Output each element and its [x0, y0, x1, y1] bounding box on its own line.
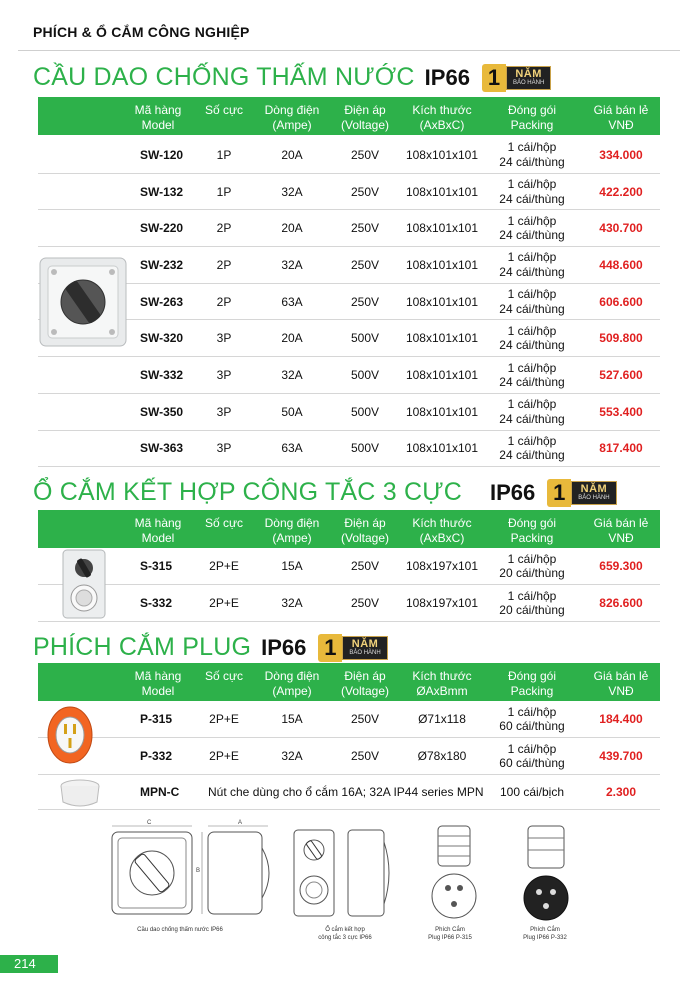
size: 108x101x101	[405, 404, 479, 419]
retail-price: 334.000	[599, 147, 643, 162]
voltage: 250V	[350, 749, 380, 763]
col-price: Giá bán lẻ VNĐ	[593, 516, 649, 545]
packing	[490, 585, 574, 621]
packing-carton: 24 cái/thùng	[499, 411, 565, 426]
model-code: P-332	[140, 749, 173, 763]
table-row	[38, 357, 660, 394]
current: 63A	[281, 294, 303, 309]
packing-box: 1 cái/hộp	[507, 287, 557, 302]
size: Ø78x180	[417, 749, 467, 763]
col-model: Mã hàng Model	[134, 669, 182, 698]
packing-box: 1 cái/hộp	[507, 433, 557, 448]
voltage: 250V	[350, 257, 380, 272]
current: 32A	[281, 257, 303, 272]
col-poles: Số cực	[204, 103, 244, 117]
model-code: SW-132	[140, 184, 184, 199]
packing	[490, 357, 574, 393]
col-current: Dòng điện (Ampe)	[264, 516, 320, 545]
caption-switch: Cầu dao chống thấm nước IP66	[137, 927, 223, 933]
col-voltage: Điện áp (Voltage)	[340, 516, 390, 545]
col-size: Kích thước (AxBxC)	[412, 516, 472, 545]
table-row	[38, 247, 660, 284]
size: 108x101x101	[405, 257, 479, 272]
packing	[490, 284, 574, 320]
section-ip-rating: IP66	[424, 64, 470, 90]
dim-label-b: B	[196, 868, 201, 874]
table-row	[38, 585, 660, 622]
table-row	[38, 738, 660, 775]
poles: 3P	[216, 441, 232, 456]
table-row	[38, 174, 660, 211]
poles: 3P	[216, 331, 232, 346]
col-current: Dòng điện (Ampe)	[264, 103, 320, 132]
model-code: MPN-C	[140, 785, 180, 799]
switch-dimension-drawing	[108, 818, 278, 928]
current: 50A	[281, 404, 303, 419]
col-voltage: Điện áp (Voltage)	[340, 669, 390, 698]
voltage: 250V	[350, 184, 380, 199]
table-header-section1	[38, 97, 660, 135]
page-category-header: PHÍCH & Ổ CẮM CÔNG NGHIỆP	[33, 24, 250, 40]
accessory-description: Nút che dùng cho ổ cắm 16A; 32A IP44 series MPN	[208, 785, 484, 799]
warranty-badge	[547, 479, 616, 507]
warranty-badge	[482, 64, 551, 92]
caption-plug-p332: Phích Cắm Plug IP66 P-332	[523, 927, 567, 941]
warranty-years: 1	[482, 64, 506, 92]
poles: 2P+E	[209, 749, 239, 763]
model-code: SW-332	[140, 368, 184, 383]
packing-carton: 24 cái/thùng	[499, 301, 565, 316]
size: 108x197x101	[405, 559, 479, 573]
size: 108x101x101	[405, 368, 479, 383]
packing-box: 1 cái/hộp	[507, 177, 557, 192]
packing	[490, 321, 574, 357]
packing-box: 1 cái/hộp	[507, 140, 557, 155]
poles: 1P	[216, 147, 232, 162]
switch-product-image	[36, 254, 130, 350]
section-title-combo-socket	[33, 478, 617, 507]
packing-carton: 24 cái/thùng	[499, 338, 565, 353]
plug-p315-dimension-drawing	[418, 820, 490, 926]
packing-box: 1 cái/hộp	[507, 551, 557, 566]
warranty-label: BẢO HÀNH	[578, 494, 610, 501]
current: 15A	[281, 559, 303, 573]
model-code: SW-363	[140, 441, 184, 456]
voltage: 500V	[350, 441, 380, 456]
packing-box: 1 cái/hộp	[507, 704, 557, 719]
retail-price: 448.600	[599, 257, 643, 272]
packing	[490, 247, 574, 283]
packing	[490, 137, 574, 173]
model-code: SW-320	[140, 331, 184, 346]
packing-carton: 24 cái/thùng	[499, 191, 565, 206]
packing	[490, 548, 574, 584]
col-packing: Đóng gói Packing	[507, 516, 557, 545]
model-code: SW-220	[140, 221, 184, 236]
section-title-text: CẦU DAO CHỐNG THẤM NƯỚC	[33, 63, 415, 91]
packing-box: 1 cái/hộp	[507, 397, 557, 412]
table-header-section2	[38, 510, 660, 548]
packing-box: 1 cái/hộp	[507, 588, 557, 603]
packing	[490, 701, 574, 737]
voltage: 250V	[350, 147, 380, 162]
packing-carton: 20 cái/thùng	[499, 603, 565, 617]
col-size: Kích thước (AxBxC)	[412, 103, 472, 132]
model-code: SW-120	[140, 147, 184, 162]
section-ip-rating: IP66	[490, 479, 536, 505]
col-model: Mã hàng Model	[134, 516, 182, 545]
model-code: SW-263	[140, 294, 184, 309]
current: 63A	[281, 441, 303, 456]
section-ip-rating: IP66	[261, 634, 307, 660]
packing-box: 1 cái/hộp	[507, 250, 557, 265]
table-row	[38, 394, 660, 431]
section-title-waterproof-switch	[33, 63, 551, 92]
current: 32A	[281, 749, 303, 763]
table-header-section3	[38, 663, 660, 701]
voltage: 250V	[350, 712, 380, 726]
packing: 100 cái/bịch	[499, 785, 565, 799]
section-title-text: PHÍCH CẮM PLUG	[33, 633, 252, 661]
col-voltage: Điện áp (Voltage)	[340, 103, 390, 132]
current: 20A	[281, 331, 303, 346]
plug-product-image	[42, 702, 98, 768]
warranty-label: BẢO HÀNH	[512, 79, 545, 86]
packing-box: 1 cái/hộp	[507, 741, 557, 756]
current: 15A	[281, 712, 303, 726]
packing-box: 1 cái/hộp	[507, 360, 557, 375]
packing-box: 1 cái/hộp	[507, 213, 557, 228]
voltage: 500V	[350, 331, 380, 346]
packing	[490, 394, 574, 430]
retail-price: 2.300	[605, 785, 637, 799]
model-code: SW-232	[140, 257, 184, 272]
model-code: S-315	[140, 559, 173, 573]
voltage: 500V	[350, 404, 380, 419]
col-poles: Số cực	[204, 669, 244, 683]
poles: 2P	[216, 257, 232, 272]
retail-price: 527.600	[599, 368, 643, 383]
packing	[490, 174, 574, 210]
table-row	[38, 210, 660, 247]
current: 32A	[281, 596, 303, 610]
retail-price: 606.600	[599, 294, 643, 309]
retail-price: 553.400	[599, 404, 643, 419]
poles: 2P	[216, 221, 232, 236]
col-packing: Đóng gói Packing	[507, 103, 557, 132]
current: 32A	[281, 368, 303, 383]
plug-p332-dimension-drawing	[510, 820, 582, 926]
cover-cap-product-image	[58, 776, 102, 810]
caption-combo-socket: Ổ cắm kết hợp công tắc 3 cực IP66	[318, 927, 372, 941]
col-current: Dòng điện (Ampe)	[264, 669, 320, 698]
size: 108x101x101	[405, 147, 479, 162]
packing-carton: 24 cái/thùng	[499, 375, 565, 390]
packing-carton: 24 cái/thùng	[499, 448, 565, 463]
col-price: Giá bán lẻ VNĐ	[593, 669, 649, 698]
table-row	[38, 548, 660, 585]
voltage: 250V	[350, 596, 380, 610]
size: 108x101x101	[405, 441, 479, 456]
poles: 1P	[216, 184, 232, 199]
dim-label-c: C	[147, 820, 152, 826]
warranty-badge	[318, 634, 387, 662]
table-row	[38, 431, 660, 468]
poles: 2P	[216, 294, 232, 309]
retail-price: 659.300	[599, 559, 643, 573]
retail-price: 817.400	[599, 441, 643, 456]
current: 20A	[281, 221, 303, 236]
retail-price: 422.200	[599, 184, 643, 199]
poles: 3P	[216, 368, 232, 383]
model-code: P-315	[140, 712, 173, 726]
retail-price: 184.400	[599, 712, 643, 726]
warranty-label: BẢO HÀNH	[349, 649, 381, 656]
size: 108x101x101	[405, 331, 479, 346]
section-title-text: Ổ CẮM KẾT HỢP CÔNG TẮC 3 CỰC	[33, 478, 463, 506]
model-code: S-332	[140, 596, 173, 610]
warranty-years: 1	[547, 479, 571, 507]
retail-price: 826.600	[599, 596, 643, 610]
size: Ø71x118	[418, 712, 466, 726]
size: 108x101x101	[405, 221, 479, 236]
packing	[490, 210, 574, 246]
packing-carton: 60 cái/thùng	[499, 719, 565, 733]
packing-carton: 20 cái/thùng	[499, 566, 565, 580]
warranty-unit: NĂM	[515, 67, 542, 80]
poles: 2P+E	[209, 596, 239, 610]
voltage: 500V	[350, 368, 380, 383]
warranty-unit: NĂM	[351, 637, 379, 650]
col-size: Kích thước ØAxBmm	[412, 669, 472, 698]
retail-price: 509.800	[599, 331, 643, 346]
packing	[490, 431, 574, 467]
table-row	[38, 284, 660, 321]
col-price: Giá bán lẻ VNĐ	[593, 103, 649, 132]
packing-carton: 24 cái/thùng	[499, 264, 565, 279]
packing	[490, 738, 574, 774]
caption-plug-p315: Phích Cắm Plug IP66 P-315	[428, 927, 472, 941]
size: 108x197x101	[405, 596, 479, 610]
retail-price: 439.700	[599, 749, 643, 763]
table-row	[38, 137, 660, 174]
packing-carton: 24 cái/thùng	[499, 228, 565, 243]
header-divider	[18, 50, 680, 51]
poles: 3P	[216, 404, 232, 419]
col-packing: Đóng gói Packing	[507, 669, 557, 698]
table-row	[38, 701, 660, 738]
current: 32A	[281, 184, 303, 199]
col-model: Mã hàng Model	[134, 103, 182, 132]
retail-price: 430.700	[599, 221, 643, 236]
warranty-years: 1	[318, 634, 342, 662]
size: 108x101x101	[405, 294, 479, 309]
section-title-plug	[33, 633, 388, 662]
dim-label-a: A	[238, 820, 243, 826]
combo-socket-product-image	[60, 548, 108, 620]
current: 20A	[281, 147, 303, 162]
packing-carton: 60 cái/thùng	[499, 756, 565, 770]
table-row	[38, 321, 660, 358]
poles: 2P+E	[209, 559, 239, 573]
size: 108x101x101	[405, 184, 479, 199]
voltage: 250V	[350, 294, 380, 309]
combo-socket-dimension-drawing	[290, 818, 400, 928]
col-poles: Số cực	[204, 516, 244, 530]
poles: 2P+E	[209, 712, 239, 726]
model-code: SW-350	[140, 404, 184, 419]
table-row-accessory	[38, 774, 660, 810]
packing-box: 1 cái/hộp	[507, 323, 557, 338]
page-number: 214	[0, 955, 58, 973]
warranty-unit: NĂM	[580, 482, 608, 495]
voltage: 250V	[350, 221, 380, 236]
packing-carton: 24 cái/thùng	[499, 154, 565, 169]
voltage: 250V	[350, 559, 380, 573]
